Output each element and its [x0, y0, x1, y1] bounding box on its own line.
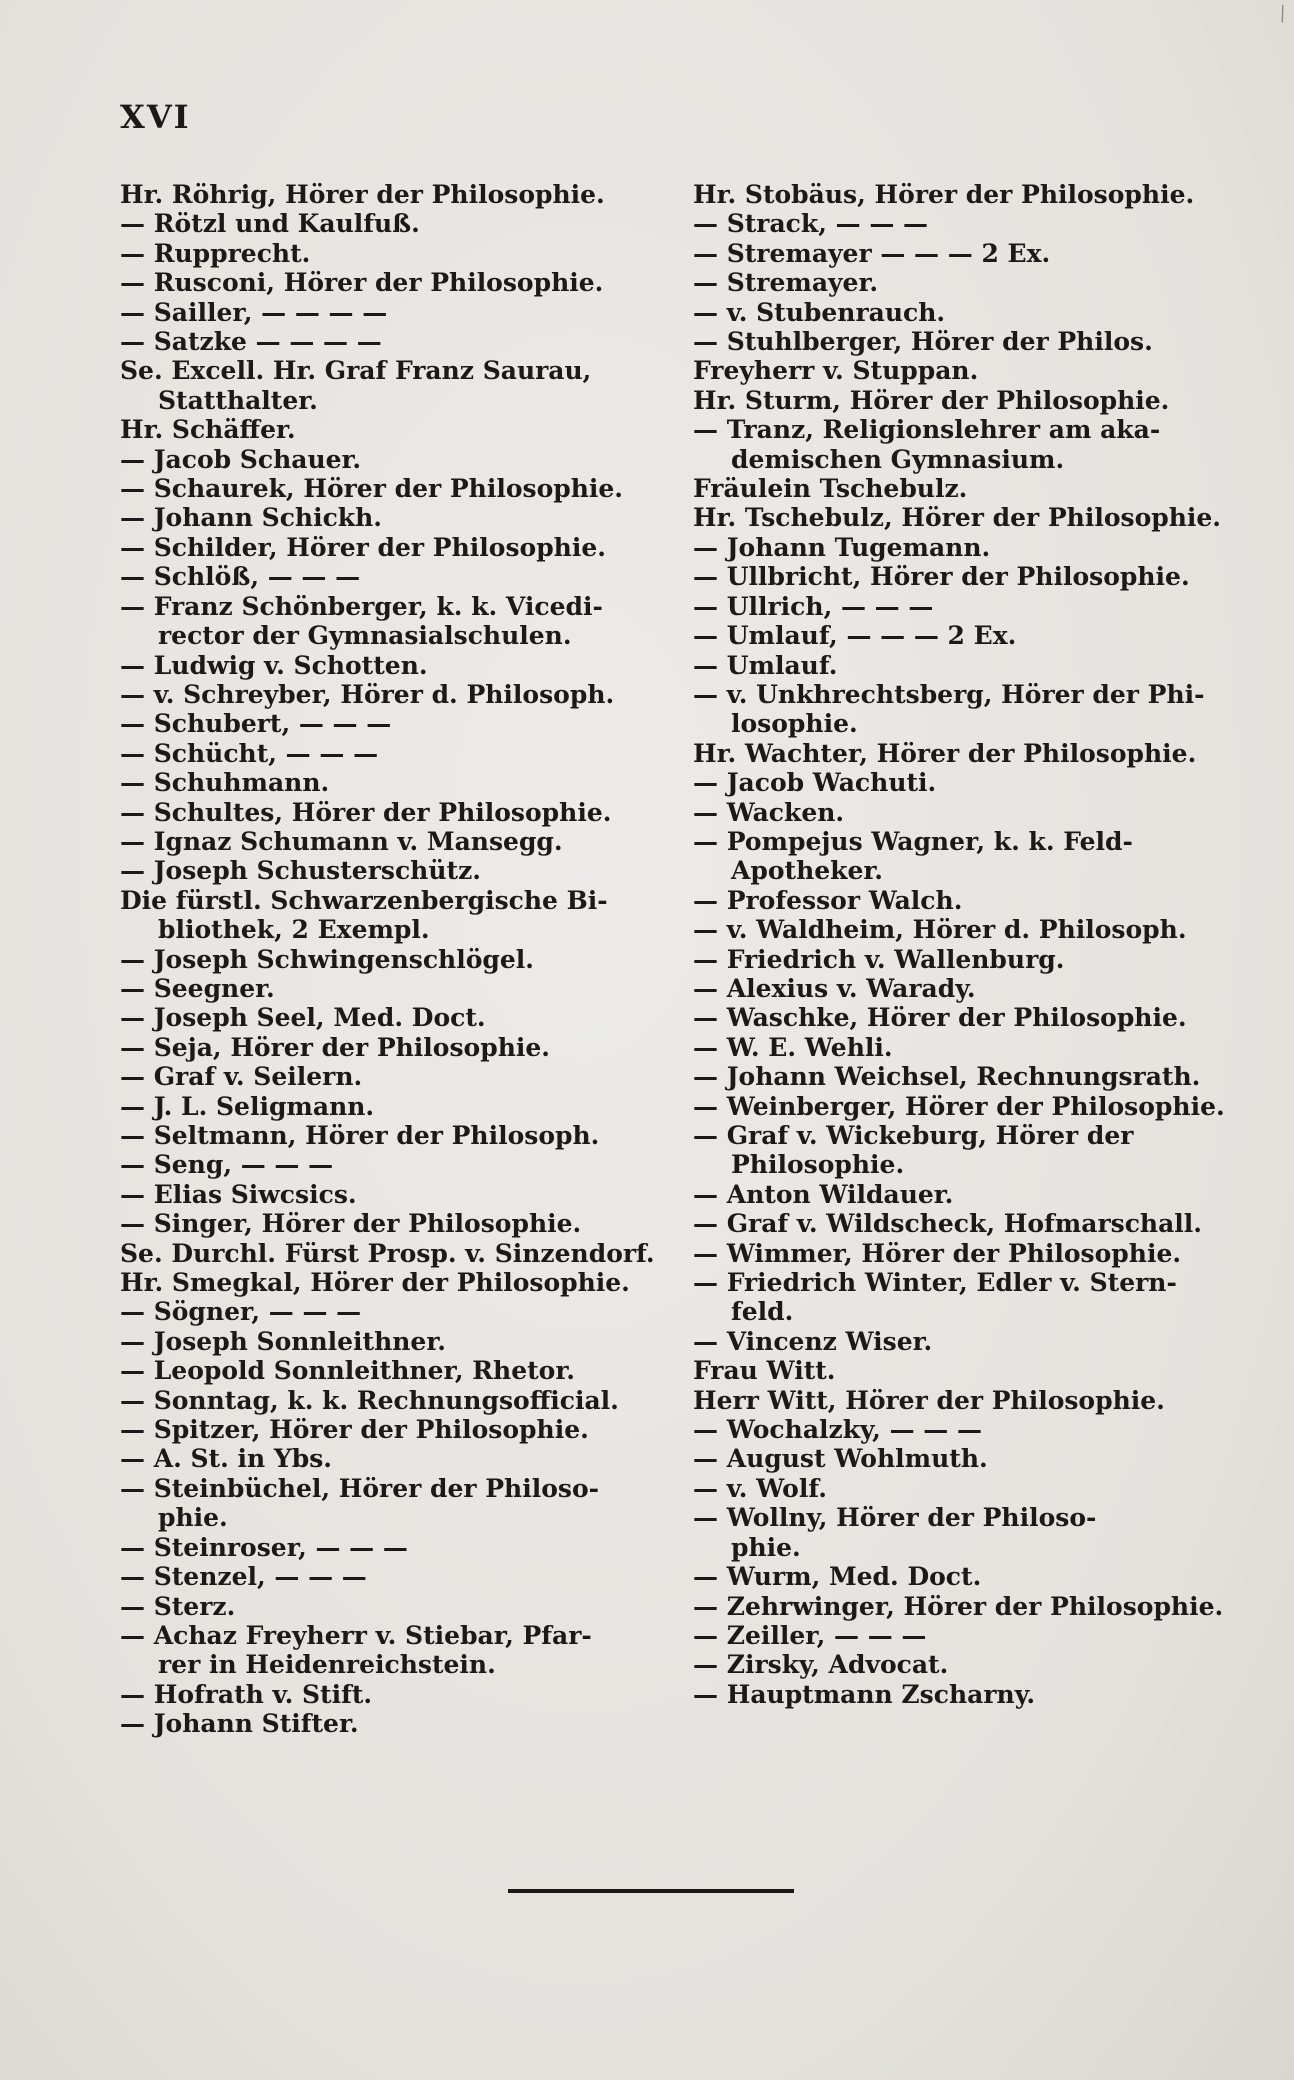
subscriber-entry: — Schubert, — — —: [120, 709, 392, 739]
subscriber-entry: — Johann Tugemann.: [693, 532, 991, 562]
subscriber-entry: — Graf v. Seilern.: [120, 1062, 363, 1092]
subscriber-entry: — Sonntag, k. k. Rechnungsofficial.: [120, 1385, 619, 1415]
subscriber-entry: losophie.: [731, 709, 858, 739]
subscriber-entry: — Sailler, — — — —: [120, 297, 388, 327]
subscriber-entry: Die fürstl. Schwarzenbergische Bi-: [120, 885, 608, 915]
subscriber-entry: — Wurm, Med. Doct.: [693, 1562, 982, 1592]
subscriber-entry: — Seegner.: [120, 973, 275, 1003]
corner-pencil-mark: ⁄: [1274, 2, 1290, 26]
subscriber-entry: Se. Excell. Hr. Graf Franz Saurau,: [120, 356, 592, 386]
subscriber-entry: — Weinberger, Hörer der Philosophie.: [693, 1091, 1225, 1121]
subscriber-entry: — v. Unkhrechtsberg, Hörer der Phi-: [693, 679, 1205, 709]
subscriber-entry: — Graf v. Wickeburg, Hörer der: [693, 1121, 1134, 1150]
subscriber-entry: — Tranz, Religionslehrer am aka-: [693, 415, 1161, 445]
subscriber-entry: — Alexius v. Warady.: [693, 973, 976, 1003]
subscriber-entry: Hr. Smegkal, Hörer der Philosophie.: [120, 1268, 630, 1298]
subscriber-entry: — Hofrath v. Stift.: [120, 1679, 373, 1709]
subscriber-entry: — Sterz.: [120, 1591, 236, 1621]
subscriber-entry: — Rupprecht.: [120, 238, 311, 268]
subscriber-entry: — J. L. Seligmann.: [120, 1091, 375, 1121]
subscriber-entry: — Pompejus Wagner, k. k. Feld-: [693, 826, 1133, 856]
subscriber-entry: — Jacob Wachuti.: [693, 768, 937, 798]
subscriber-entry: — Jacob Schauer.: [120, 444, 362, 474]
subscriber-entry: — v. Wolf.: [693, 1473, 827, 1503]
subscriber-entry: — Anton Wildauer.: [693, 1179, 954, 1209]
subscriber-entry: — Elias Siwcsics.: [120, 1179, 357, 1209]
subscriber-entry: — v. Schreyber, Hörer d. Philosoph.: [120, 679, 615, 709]
subscriber-entry: — Rusconi, Hörer der Philosophie.: [120, 268, 604, 298]
subscriber-entry: — Waschke, Hörer der Philosophie.: [693, 1003, 1187, 1033]
subscriber-entry: — Schilder, Hörer der Philosophie.: [120, 532, 606, 562]
subscriber-entry: — Leopold Sonnleithner, Rhetor.: [120, 1356, 575, 1386]
subscriber-entry: — Spitzer, Hörer der Philosophie.: [120, 1415, 589, 1445]
subscriber-entry: — Zehrwinger, Hörer der Philosophie.: [693, 1591, 1224, 1621]
subscriber-entry: — Vincenz Wiser.: [693, 1326, 933, 1356]
subscriber-entry: Frau Witt.: [693, 1356, 836, 1386]
subscriber-list-left-column: [120, 180, 655, 1739]
subscriber-entry: — August Wohlmuth.: [693, 1444, 988, 1474]
subscriber-entry: — Satzke — — — —: [120, 327, 382, 357]
subscriber-entry: — Ludwig v. Schotten.: [120, 650, 428, 680]
subscriber-entry: Se. Durchl. Fürst Prosp. v. Sinzendorf.: [120, 1238, 655, 1268]
subscriber-entry: — Stuhlberger, Hörer der Philos.: [693, 327, 1153, 357]
subscriber-entry: — Graf v. Wildscheck, Hofmarschall.: [693, 1209, 1202, 1239]
subscriber-entry: rer in Heidenreichstein.: [158, 1650, 496, 1680]
subscriber-entry: — Ullbricht, Hörer der Philosophie.: [693, 562, 1190, 592]
subscriber-entry: Hr. Stobäus, Hörer der Philosophie.: [693, 180, 1195, 209]
subscriber-entry: — Steinroser, — — —: [120, 1532, 408, 1562]
subscriber-entry: Hr. Schäffer.: [120, 415, 296, 445]
subscriber-entry: phie.: [731, 1532, 801, 1562]
subscriber-entry: — Johann Stifter.: [120, 1709, 359, 1739]
subscriber-entry: bliothek, 2 Exempl.: [158, 915, 430, 945]
subscriber-entry: — v. Waldheim, Hörer d. Philosoph.: [693, 915, 1187, 945]
subscriber-entry: phie.: [158, 1503, 228, 1533]
subscriber-entry: — Hauptmann Zscharny.: [693, 1679, 1036, 1709]
subscriber-entry: — Ignaz Schumann v. Mansegg.: [120, 826, 563, 856]
subscriber-entry: — Joseph Schusterschütz.: [120, 856, 481, 886]
subscriber-entry: — Seltmann, Hörer der Philosoph.: [120, 1121, 600, 1150]
subscriber-entry: feld.: [731, 1297, 794, 1327]
closing-rule: [508, 1889, 794, 1893]
subscriber-entry: — Friedrich Winter, Edler v. Stern-: [693, 1268, 1177, 1298]
subscriber-entry: — Joseph Sonnleithner.: [120, 1326, 446, 1356]
subscriber-entry: — Schuhmann.: [120, 768, 330, 798]
subscriber-entry: Hr. Sturm, Hörer der Philosophie.: [693, 385, 1170, 415]
page-number: XVI: [120, 98, 191, 136]
subscriber-entry: — Seja, Hörer der Philosophie.: [120, 1032, 550, 1062]
subscriber-entry: — Wochalzky, — — —: [693, 1415, 982, 1445]
subscriber-entry: — Sögner, — — —: [120, 1297, 362, 1327]
subscriber-entry: Philosophie.: [731, 1150, 905, 1180]
subscriber-entry: — Wacken.: [693, 797, 845, 827]
subscriber-entry: — Achaz Freyherr v. Stiebar, Pfar-: [120, 1620, 592, 1650]
subscriber-entry: — Franz Schönberger, k. k. Vicedi-: [120, 591, 603, 621]
subscriber-entry: Freyherr v. Stuppan.: [693, 356, 979, 386]
subscriber-entry: Hr. Röhrig, Hörer der Philosophie.: [120, 180, 605, 209]
subscriber-entry: — v. Stubenrauch.: [693, 297, 946, 327]
subscriber-entry: — Singer, Hörer der Philosophie.: [120, 1209, 582, 1239]
subscriber-entry: — Joseph Seel, Med. Doct.: [120, 1003, 486, 1033]
subscriber-entry: — Wollny, Hörer der Philoso-: [693, 1503, 1097, 1533]
subscriber-entry: Apotheker.: [731, 856, 883, 886]
subscriber-entry: — Schlöß, — — —: [120, 562, 361, 592]
subscriber-entry: Hr. Tschebulz, Hörer der Philosophie.: [693, 503, 1222, 533]
subscriber-entry: — Schücht, — — —: [120, 738, 379, 768]
subscriber-entry: Statthalter.: [158, 385, 318, 415]
subscriber-entry: — Schultes, Hörer der Philosophie.: [120, 797, 612, 827]
subscriber-entry: — Friedrich v. Wallenburg.: [693, 944, 1065, 974]
subscriber-entry: — Ullrich, — — —: [693, 591, 934, 621]
subscriber-entry: — A. St. in Ybs.: [120, 1444, 332, 1474]
subscriber-entry: — Professor Walch.: [693, 885, 963, 915]
subscriber-entry: — Umlauf, — — — 2 Ex.: [693, 621, 1017, 651]
subscriber-entry: Herr Witt, Hörer der Philosophie.: [693, 1385, 1165, 1415]
subscriber-entry: — W. E. Wehli.: [693, 1032, 893, 1062]
subscriber-entry: rector der Gymnasialschulen.: [158, 621, 572, 651]
subscriber-entry: — Rötzl und Kaulfuß.: [120, 209, 420, 239]
subscriber-entry: — Strack, — — —: [693, 209, 929, 239]
subscriber-entry: — Johann Schickh.: [120, 503, 383, 533]
subscriber-list-right-column: [693, 180, 1225, 1709]
subscriber-entry: — Stremayer — — — 2 Ex.: [693, 238, 1051, 268]
subscriber-entry: Hr. Wachter, Hörer der Philosophie.: [693, 738, 1197, 768]
subscriber-entry: — Joseph Schwingenschlögel.: [120, 944, 534, 974]
subscriber-entry: — Steinbüchel, Hörer der Philoso-: [120, 1473, 600, 1503]
subscriber-entry: — Stremayer.: [693, 268, 879, 298]
subscriber-entry: demischen Gymnasium.: [731, 444, 1065, 474]
subscriber-entry: — Zeiller, — — —: [693, 1620, 927, 1650]
subscriber-entry: — Zirsky, Advocat.: [693, 1650, 949, 1680]
subscriber-entry: — Seng, — — —: [120, 1150, 334, 1180]
subscriber-entry: — Stenzel, — — —: [120, 1562, 367, 1592]
subscriber-entry: — Wimmer, Hörer der Philosophie.: [693, 1238, 1182, 1268]
subscriber-entry: — Umlauf.: [693, 650, 838, 680]
subscriber-entry: — Schaurek, Hörer der Philosophie.: [120, 474, 624, 504]
subscriber-entry: — Johann Weichsel, Rechnungsrath.: [693, 1062, 1201, 1092]
subscriber-entry: Fräulein Tschebulz.: [693, 474, 968, 504]
